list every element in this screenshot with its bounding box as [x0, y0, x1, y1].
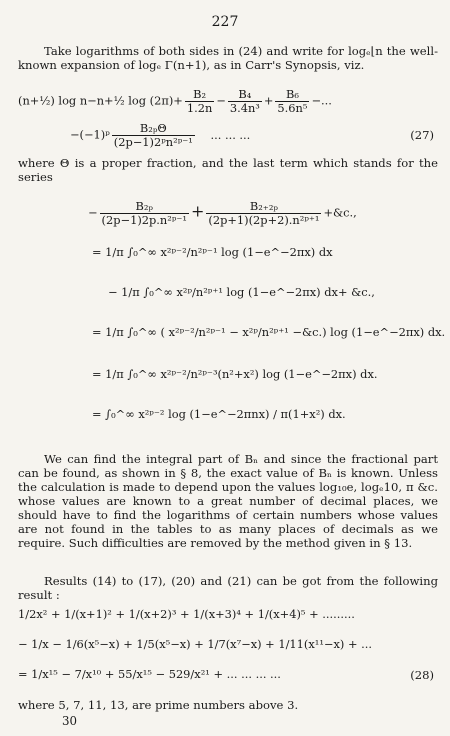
- eq27-line1: (n+½) log n−n+½ log (2π)+ $\frac{\text{B₂}}{1.2n}$ − $\frac{\text{B₄}}{\text{3.4n³}}$ + $\frac{\text{B₆}}{\text{5.6n⁵}}$ −...: [18, 87, 332, 115]
- footer-number: 30: [62, 714, 78, 728]
- eq28-number: (28): [410, 668, 434, 682]
- paragraph-3: Results (14) to (17), (20) and (21) can be got from the following result :: [18, 574, 438, 602]
- eq28-line-2: − 1/x − 1/6(x⁵−x) + 1/5(x⁵−x) + 1/7(x⁷−x) + 1/11(x¹¹−x) + ...: [18, 637, 372, 651]
- series-line-3: − 1/π ∫₀^∞ x²ᵖ/n²ᵖ⁺¹ log (1−e^−2πx) dx+ &c.,: [108, 285, 375, 299]
- series-line-2: = 1/π ∫₀^∞ x²ᵖ⁻²/n²ᵖ⁻¹ log (1−e^−2πx) dx: [92, 245, 333, 259]
- closing-line: where 5, 7, 11, 13, are prime numbers above 3.: [18, 698, 299, 712]
- series-frac-1: $\frac{\text{B₂ₚ}}{\text{(2p−1)2p.n²ᵖ⁻¹}}$: [101, 199, 187, 227]
- series-line-1: − $\frac{\text{B₂ₚ}}{\text{(2p−1)2p.n²ᵖ⁻¹}}$ + $\frac{\text{B₂₊₂ₚ}}{\text{(2p+1)(2p+2).n²ᵖ⁺¹}}$ +&c.,: [88, 199, 357, 227]
- eq27-lead: (n+½) log n−n+½ log (2π)+: [18, 93, 183, 108]
- intro-paragraph: Take logarithms of both sides in (24) and write for logₑ⌊n the well-known expansion of logₑ Γ(n+1), as in Carr's Synopsis, viz.: [18, 44, 438, 72]
- eq28-line-1: 1/2x² + 1/(x+1)² + 1/(x+2)³ + 1/(x+3)⁴ + 1/(x+4)⁵ + .........: [18, 607, 355, 621]
- series-line-6: = ∫₀^∞ x²ᵖ⁻² log (1−e^−2πnx) / π(1+x²) dx.: [92, 407, 346, 421]
- eq28-line-3: = 1/x¹⁵ − 7/x¹⁰ + 55/x¹⁵ − 529/x²¹ + ... ... ... ...: [18, 667, 281, 681]
- eq27-term-1: $\frac{\text{B₂}}{1.2n}$: [186, 87, 213, 115]
- eq27-number: (27): [410, 128, 434, 142]
- eq27-line2: −(−1)ᵖ $\frac{\text{B₂ₚΘ}}{\text{(2p−1)2ᵖn²ᵖ⁻¹}}$ ... ... ...: [70, 121, 251, 149]
- series-frac-2: $\frac{\text{B₂₊₂ₚ}}{\text{(2p+1)(2p+2).n²ᵖ⁺¹}}$: [208, 199, 320, 227]
- paragraph-2: We can find the integral part of Bₙ and since the fractional part can be found, as shown in § 8, the exact value of Bₙ is known. Unless the calculation is made to depend upon the values log₁₀e, logₑ10, π &c. whose values are known to a great number of decimal places, we should have to find the logarithms of certain numbers whose values are not found in the tables to as many places of decimals as we require. Such difficulties are removed by the method given in § 13.: [18, 452, 438, 550]
- eq27-last-term: $\frac{\text{B₂ₚΘ}}{\text{(2p−1)2ᵖn²ᵖ⁻¹}}$: [113, 121, 193, 149]
- series-line-5: = 1/π ∫₀^∞ x²ᵖ⁻²/n²ᵖ⁻³(n²+x²) log (1−e^−2πx) dx.: [92, 367, 378, 381]
- eq27-term-3: $\frac{\text{B₆}}{\text{5.6n⁵}}$: [277, 87, 308, 115]
- series-line-4: = 1/π ∫₀^∞ ( x²ᵖ⁻²/n²ᵖ⁻¹ − x²ᵖ/n²ᵖ⁺¹ −&c.) log (1−e^−2πx) dx.: [92, 325, 446, 339]
- where-paragraph: where Θ is a proper fraction, and the last term which stands for the series: [18, 156, 438, 184]
- page-number: 227: [211, 14, 239, 30]
- eq27-term-2: $\frac{\text{B₄}}{\text{3.4n³}}$: [229, 87, 260, 115]
